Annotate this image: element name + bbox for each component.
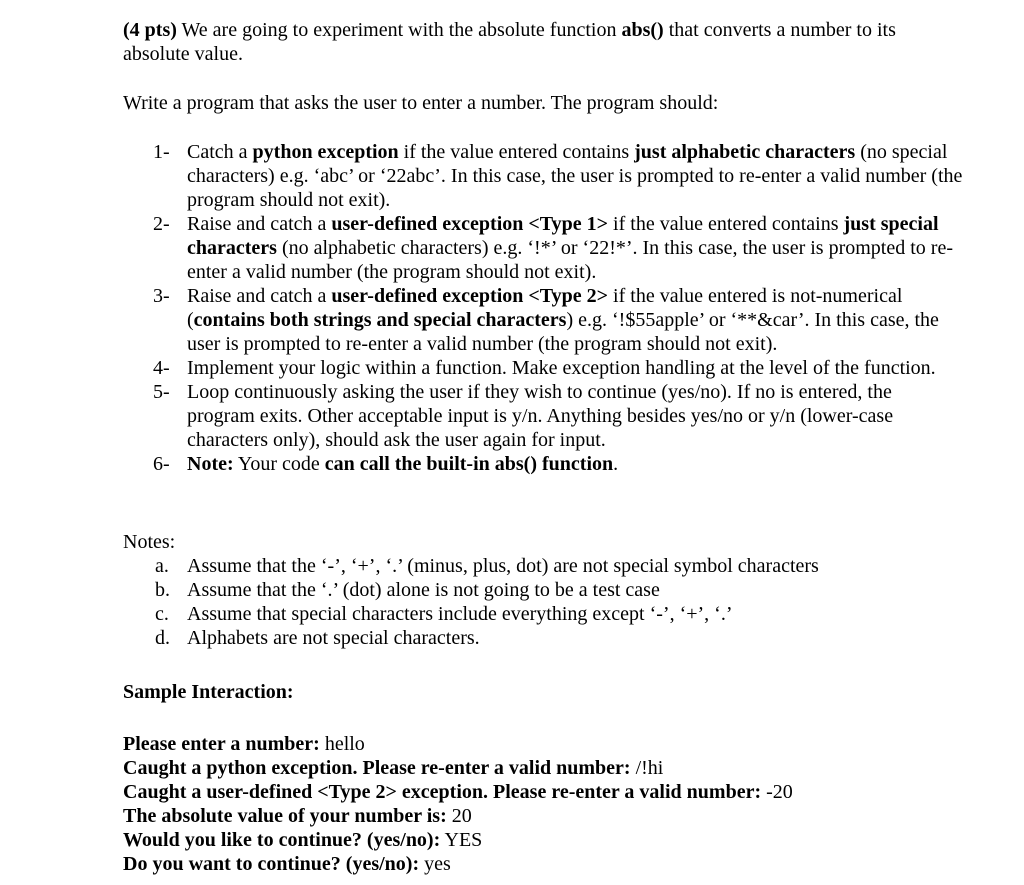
- sample-interaction: [123, 732, 953, 876]
- requirement-text: (no special characters) e.g. ‘abc’ or ‘22abc’. In this case, the user is prompted to re-enter a valid number (the program should not exit).: [187, 141, 963, 211]
- function-name: abs(): [621, 19, 664, 41]
- requirement-bold: just special characters: [187, 213, 939, 259]
- requirement-bold: Note:: [187, 453, 234, 475]
- sample-prompt: Would you like to continue? (yes/no):: [123, 829, 441, 851]
- requirement-item: [153, 356, 963, 380]
- requirement-bold: user-defined exception <Type 2>: [331, 285, 609, 307]
- points-label: (4 pts): [123, 19, 177, 41]
- sample-input: YES: [440, 829, 483, 851]
- intro-text-1: We are going to experiment with the absolute function: [176, 19, 622, 41]
- requirement-number: 3-: [153, 285, 170, 307]
- note-letter: c.: [155, 603, 169, 625]
- note-text: Assume that the ‘-’, ‘+’, ‘.’ (minus, plus, dot) are not special symbol characters: [187, 555, 819, 577]
- task-statement: Write a program that asks the user to enter a number. The program should:: [123, 92, 719, 114]
- requirement-text: Your code: [233, 453, 325, 475]
- note-letter: a.: [155, 555, 169, 577]
- requirement-text: Implement your logic within a function. Make exception handling at the level of the function.: [187, 357, 936, 379]
- note-item: [155, 602, 955, 626]
- requirement-text: ) e.g. ‘!$55apple’ or ‘**&car’. In this case, the user is prompted to re-enter a valid number (the program should not exit).: [187, 309, 939, 355]
- requirement-item: [153, 212, 963, 284]
- requirement-bold: just alphabetic characters: [634, 141, 856, 163]
- sample-line: [123, 828, 953, 852]
- intro-paragraph: [123, 18, 953, 66]
- requirement-number: 5-: [153, 381, 170, 403]
- sample-heading: Sample Interaction:: [123, 681, 294, 703]
- sample-input: hello: [319, 733, 365, 755]
- requirement-item: [153, 452, 963, 476]
- sample-input: 20: [446, 805, 472, 827]
- requirement-bold: can call the built-in abs() function: [324, 453, 614, 475]
- requirement-text: if the value entered contains: [608, 213, 844, 235]
- sample-line: [123, 852, 953, 876]
- note-letter: b.: [155, 579, 170, 601]
- sample-prompt: The absolute value of your number is:: [123, 805, 447, 827]
- requirement-text: Loop continuously asking the user if they wish to continue (yes/no). If no is entered, the program exits. Other acceptable input is y/n. Anything besides yes/no or y/n (lower-case characters only), should ask the user again for input.: [187, 381, 894, 451]
- note-text: Alphabets are not special characters.: [187, 627, 480, 649]
- requirement-number: 2-: [153, 213, 170, 235]
- sample-line: [123, 756, 953, 780]
- requirement-bold: python exception: [252, 141, 399, 163]
- requirement-text: Raise and catch a: [187, 213, 332, 235]
- sample-input: -20: [761, 781, 793, 803]
- requirement-text: .: [613, 453, 619, 475]
- requirement-item: [153, 140, 963, 212]
- requirement-item: [153, 284, 963, 356]
- sample-prompt: Please enter a number:: [123, 733, 320, 755]
- sample-prompt: Do you want to continue? (yes/no):: [123, 853, 420, 875]
- sample-line: [123, 780, 953, 804]
- sample-prompt: Caught a user-defined <Type 2> exception. Please re-enter a valid number:: [123, 781, 762, 803]
- requirement-text: if the value entered is not-numerical (: [187, 285, 903, 331]
- note-text: Assume that the ‘.’ (dot) alone is not going to be a test case: [187, 579, 660, 601]
- requirement-number: 4-: [153, 357, 170, 379]
- notes-list: [155, 554, 955, 650]
- requirements-list: [153, 140, 963, 476]
- requirement-text: (no alphabetic characters) e.g. ‘!*’ or ‘22!*’. In this case, the user is prompted to re-enter a valid number (the program should not exit).: [187, 237, 953, 283]
- sample-input: yes: [419, 853, 451, 875]
- requirement-text: Catch a: [187, 141, 253, 163]
- note-item: [155, 578, 955, 602]
- intro-text-2: that converts a number to its absolute value.: [123, 19, 896, 65]
- note-item: [155, 554, 955, 578]
- sample-prompt: Caught a python exception. Please re-enter a valid number:: [123, 757, 631, 779]
- note-text: Assume that special characters include everything except ‘-’, ‘+’, ‘.’: [187, 603, 733, 625]
- requirement-item: [153, 380, 963, 452]
- notes-title: Notes:: [123, 531, 176, 553]
- requirement-text: if the value entered contains: [398, 141, 635, 163]
- requirement-bold: user-defined exception <Type 1>: [331, 213, 609, 235]
- requirement-text: Raise and catch a: [187, 285, 332, 307]
- requirement-bold: contains both strings and special characters: [193, 309, 567, 331]
- sample-line: [123, 732, 953, 756]
- note-letter: d.: [155, 627, 170, 649]
- requirement-number: 1-: [153, 141, 170, 163]
- note-item: [155, 626, 955, 650]
- sample-input: /!hi: [630, 757, 664, 779]
- requirement-number: 6-: [153, 453, 170, 475]
- sample-line: [123, 804, 953, 828]
